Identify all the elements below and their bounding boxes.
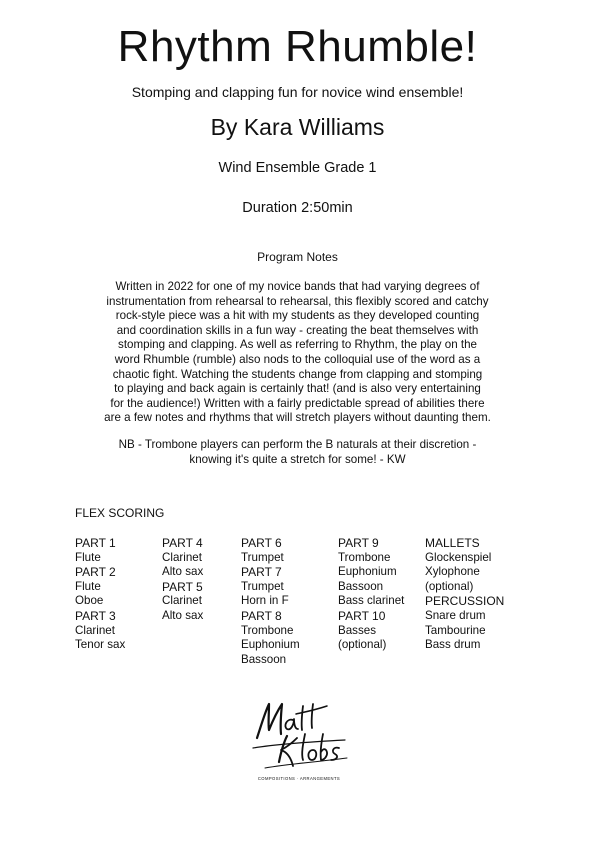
subtitle: Stomping and clapping fun for novice wind ensemble! <box>131 84 464 100</box>
scoring-part-heading: MALLETS <box>425 536 480 550</box>
scoring-instrument: Clarinet <box>75 623 115 637</box>
program-notes-line: Written in 2022 for one of my novice bands that had varying degrees of <box>115 280 480 293</box>
scoring-instrument: Tambourine <box>425 623 486 637</box>
program-notes-line: for the audience!) Written with a fairly predictable spread of abilities there <box>110 396 485 410</box>
scoring-part-heading: PART 4 <box>162 536 203 550</box>
scoring-instrument: Bassoon <box>338 579 384 593</box>
scoring-instrument: Clarinet <box>162 594 202 608</box>
scoring-instrument: Basses <box>338 623 377 637</box>
scoring-column-1 <box>75 536 125 653</box>
scoring-instrument: Flute <box>75 550 101 564</box>
scoring-column-5 <box>425 536 504 653</box>
scoring-column-4 <box>338 536 404 653</box>
scoring-part-heading: PART 3 <box>75 608 116 623</box>
program-notes-nb <box>95 438 500 467</box>
grade-label: Wind Ensemble Grade 1 <box>218 160 377 176</box>
scoring-part-heading: PART 1 <box>75 536 116 550</box>
scoring-instrument: Trombone <box>338 550 391 564</box>
scoring-part-heading: PERCUSSION <box>425 594 505 609</box>
scoring-part-heading: PART 10 <box>338 608 386 623</box>
scoring-part-heading: PART 2 <box>75 565 116 580</box>
scoring-column-2 <box>162 536 203 624</box>
program-notes-heading: Program Notes <box>257 250 338 264</box>
scoring-instrument: Alto sax <box>162 565 204 579</box>
program-notes-paragraph <box>95 280 500 426</box>
scoring-instrument: Xylophone <box>425 565 480 579</box>
scoring-instrument: Horn in F <box>241 594 289 608</box>
duration-label: Duration 2:50min <box>242 200 353 216</box>
program-notes-line: knowing it's quite a stretch for some! - KW <box>189 452 406 466</box>
scoring-instrument: Oboe <box>75 594 104 608</box>
program-notes-line: stomping and clapping. As well as referring to Rhythm, the play on the <box>118 338 477 352</box>
scoring-instrument: Glockenspiel <box>425 550 492 564</box>
scoring-instrument: Flute <box>75 579 101 593</box>
scoring-instrument: Bassoon <box>241 652 287 666</box>
scoring-instrument: Trumpet <box>241 550 284 564</box>
flex-scoring-heading: FLEX SCORING <box>75 506 165 520</box>
program-notes-line: are a few notes and rhythms that will stretch players without daunting them. <box>104 411 491 425</box>
composer-credit: By Kara Williams <box>210 114 385 140</box>
program-notes-line: word Rhumble (rumble) also nods to the colloquial use of the word as a <box>114 352 481 366</box>
scoring-instrument: Euphonium <box>241 638 300 652</box>
scoring-instrument: Bass clarinet <box>338 594 405 608</box>
scoring-instrument: Snare drum <box>425 608 486 622</box>
program-notes-line: instrumentation from rehearsal to rehearsal, this flexibly scored and catchy <box>106 294 489 308</box>
publisher-logo <box>247 698 351 784</box>
scoring-instrument: (optional) <box>425 579 474 593</box>
scoring-instrument: Trombone <box>241 623 294 637</box>
scoring-instrument: Alto sax <box>162 608 204 622</box>
program-notes-line: chaotic fight. Watching the students change from clapping and stomping <box>112 367 483 381</box>
scoring-instrument: Bass drum <box>425 638 481 652</box>
scoring-instrument: Trumpet <box>241 579 284 593</box>
scoring-instrument: (optional) <box>338 638 387 652</box>
scoring-instrument: Tenor sax <box>75 638 126 652</box>
scoring-part-heading: PART 6 <box>241 536 282 550</box>
scoring-part-heading: PART 8 <box>241 608 282 623</box>
scoring-part-heading: PART 7 <box>241 565 282 580</box>
program-notes-line: and coordination skills in a fun way - creating the beat themselves with <box>116 323 479 337</box>
scoring-instrument: Euphonium <box>338 565 397 579</box>
program-notes-line: NB - Trombone players can perform the B naturals at their discretion - <box>118 438 477 451</box>
scoring-instrument: Clarinet <box>162 550 202 564</box>
logo-tagline: COMPOSITIONS · ARRANGEMENTS <box>257 776 341 781</box>
scoring-part-heading: PART 9 <box>338 536 379 550</box>
page-title: Rhythm Rhumble! <box>117 22 478 71</box>
scoring-column-3 <box>241 536 300 667</box>
scoring-part-heading: PART 5 <box>162 579 203 594</box>
program-notes-line: rock-style piece was a hit with my students as they developed counting <box>115 309 480 323</box>
program-notes-line: to playing and back again is certainly that! (and is also very entertaining <box>114 382 481 396</box>
